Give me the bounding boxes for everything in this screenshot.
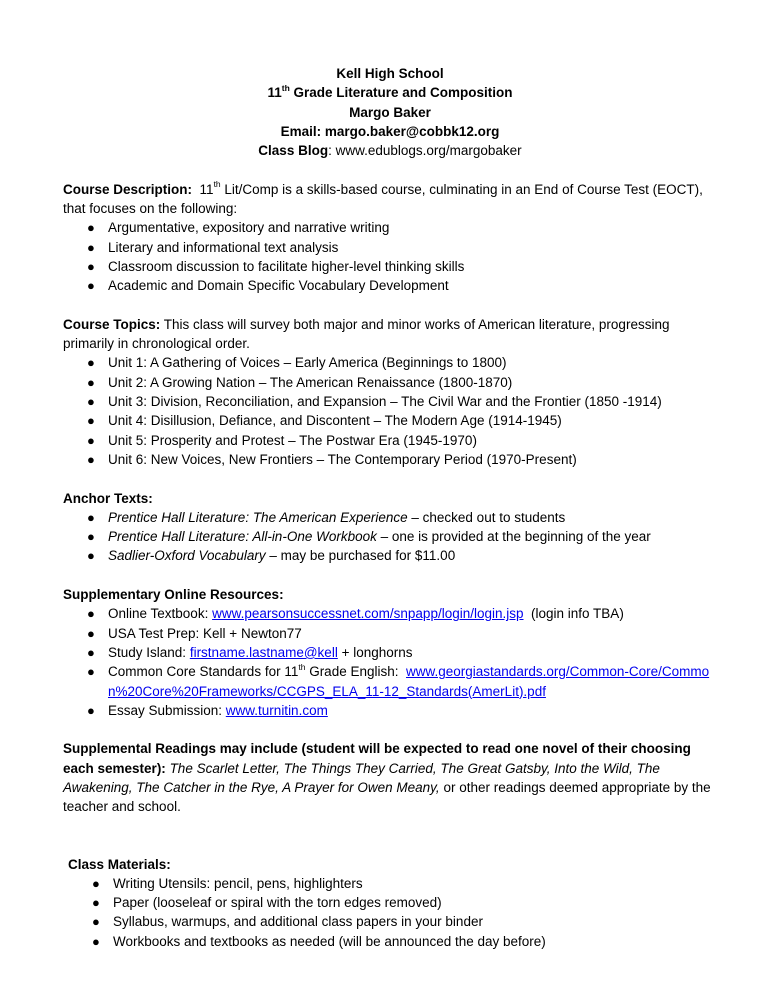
list-item: ● Classroom discussion to facilitate higher-level thinking skills bbox=[63, 257, 711, 276]
class-blog: Class Blog: www.edublogs.org/margobaker bbox=[258, 143, 522, 159]
syllabus-header bbox=[69, 64, 711, 160]
list-item: ● Unit 2: A Growing Nation – The American Renaissance (1800-1870) bbox=[63, 373, 711, 392]
bullet-icon: ● bbox=[92, 875, 100, 891]
list-item: ● Unit 4: Disillusion, Defiance, and Discontent – The Modern Age (1914-1945) bbox=[63, 411, 711, 430]
list-item: ● Sadlier-Oxford Vocabulary – may be purchased for $11.00 bbox=[63, 546, 711, 565]
list-item: ● Unit 5: Prosperity and Protest – The Postwar Era (1945-1970) bbox=[63, 431, 711, 450]
bullet-icon: ● bbox=[87, 394, 95, 410]
bullet-icon: ● bbox=[87, 451, 95, 467]
list-item: ● Unit 1: A Gathering of Voices – Early America (Beginnings to 1800) bbox=[63, 353, 711, 372]
resources-list bbox=[63, 604, 711, 720]
bullet-icon: ● bbox=[87, 278, 95, 294]
bullet-icon: ● bbox=[87, 220, 95, 236]
list-item: ● Common Core Standards for 11th Grade English: www.georgiastandards.org/Common-Core/Common%20Core%20Frameworks/CCGPS_ELA_11-12_Standards(AmerLit).pdf bbox=[87, 661, 710, 699]
turnitin-link[interactable]: www.turnitin.com bbox=[225, 702, 328, 718]
bullet-icon: ● bbox=[87, 509, 95, 525]
bullet-icon: ● bbox=[87, 664, 95, 680]
list-item: ● Syllabus, warmups, and additional class papers in your binder bbox=[68, 912, 711, 931]
readings-titles: The Scarlet Letter, The Things They Carried, The Great Gatsby, Into the Wild, The Awakening, The Catcher in the Rye, A Prayer for Owen Meany, bbox=[63, 760, 660, 795]
bullet-icon: ● bbox=[87, 625, 95, 641]
list-item: ● Prentice Hall Literature: The American Experience – checked out to students bbox=[63, 508, 711, 527]
topics-paragraph: Course Topics: This class will survey both major and minor works of American literature, progressing primarily in chronological order. bbox=[63, 316, 670, 352]
materials-list bbox=[68, 874, 711, 951]
materials-label: Class Materials: bbox=[68, 856, 171, 872]
list-item: ● Workbooks and textbooks as needed (will be announced the day before) bbox=[68, 932, 711, 951]
teacher-name: Margo Baker bbox=[349, 104, 431, 120]
syllabus-page bbox=[63, 64, 711, 951]
bullet-icon: ● bbox=[87, 432, 95, 448]
teacher-email: Email: margo.baker@cobbk12.org bbox=[280, 123, 500, 139]
bullet-icon: ● bbox=[87, 258, 95, 274]
anchor-texts bbox=[63, 489, 711, 566]
bullet-icon: ● bbox=[92, 933, 100, 949]
bullet-icon: ● bbox=[87, 606, 95, 622]
list-item: ● Paper (looseleaf or spiral with the torn edges removed) bbox=[68, 893, 711, 912]
topics-label: Course Topics: bbox=[63, 316, 161, 332]
anchor-label: Anchor Texts: bbox=[63, 490, 153, 506]
list-item: ● Essay Submission: www.turnitin.com bbox=[63, 701, 711, 720]
list-item: ● Literary and informational text analysis bbox=[63, 238, 711, 257]
online-resources bbox=[63, 585, 711, 720]
bullet-icon: ● bbox=[87, 413, 95, 429]
bullet-icon: ● bbox=[87, 355, 95, 371]
list-item: ● Unit 3: Division, Reconciliation, and Expansion – The Civil War and the Frontier (1850 -1914) bbox=[63, 392, 711, 411]
readings-label: Supplemental Readings may include (student will be expected to read one novel of their choosing each semester): bbox=[63, 741, 691, 776]
description-list bbox=[63, 218, 711, 295]
list-item: ● Online Textbook: www.pearsonsuccessnet.com/snpapp/login/login.jsp (login info TBA) bbox=[63, 604, 711, 623]
school-name: Kell High School bbox=[336, 66, 444, 81]
bullet-icon: ● bbox=[92, 914, 100, 930]
course-title: 11th Grade Literature and Composition bbox=[267, 82, 513, 101]
bullet-icon: ● bbox=[87, 702, 95, 718]
bullet-icon: ● bbox=[87, 239, 95, 255]
course-description bbox=[63, 180, 711, 296]
list-item: ● Argumentative, expository and narrative writing bbox=[63, 218, 711, 237]
bullet-icon: ● bbox=[87, 374, 95, 390]
anchor-list bbox=[63, 508, 711, 566]
bullet-icon: ● bbox=[87, 529, 95, 545]
bullet-icon: ● bbox=[87, 644, 95, 660]
description-label: Course Description: bbox=[63, 181, 193, 197]
list-item: ● USA Test Prep: Kell + Newton77 bbox=[63, 624, 711, 643]
supplemental-readings: Supplemental Readings may include (student will be expected to read one novel of their choosing each semester): The Scarlet Letter, The Things They Carried, The Great Gatsby, Into the Wild, The Awakening, The Catcher in the Rye, A Prayer for Owen Meany, or other readings deemed appropriate by the teacher and school. bbox=[63, 741, 711, 815]
list-item: ● Writing Utensils: pencil, pens, highlighters bbox=[68, 874, 711, 893]
list-item: ● Study Island: firstname.lastname@kell + longhorns bbox=[63, 643, 711, 662]
class-materials bbox=[68, 855, 711, 951]
study-island-link[interactable]: firstname.lastname@kell bbox=[189, 644, 338, 660]
list-item: ● Unit 6: New Voices, New Frontiers – The Contemporary Period (1970-Present) bbox=[63, 450, 711, 469]
course-topics bbox=[63, 315, 711, 469]
topics-list bbox=[63, 353, 711, 469]
description-paragraph: Course Description: 11th Lit/Comp is a skills-based course, culminating in an End of Course Test (EOCT), that focuses on the following: bbox=[63, 179, 703, 217]
bullet-icon: ● bbox=[87, 548, 95, 564]
list-item: ● Academic and Domain Specific Vocabulary Development bbox=[63, 276, 711, 295]
bullet-icon: ● bbox=[92, 895, 100, 911]
common-core-link[interactable]: www.georgiastandards.org/Common-Core/Common%20Core%20Frameworks/CCGPS_ELA_11-12_Standards(AmerLit).pdf bbox=[108, 664, 710, 699]
resources-label: Supplementary Online Resources: bbox=[63, 587, 284, 603]
online-textbook-link[interactable]: www.pearsonsuccessnet.com/snpapp/login/login.jsp bbox=[212, 606, 524, 622]
list-item: ● Prentice Hall Literature: All-in-One Workbook – one is provided at the beginning of the year bbox=[63, 527, 711, 546]
